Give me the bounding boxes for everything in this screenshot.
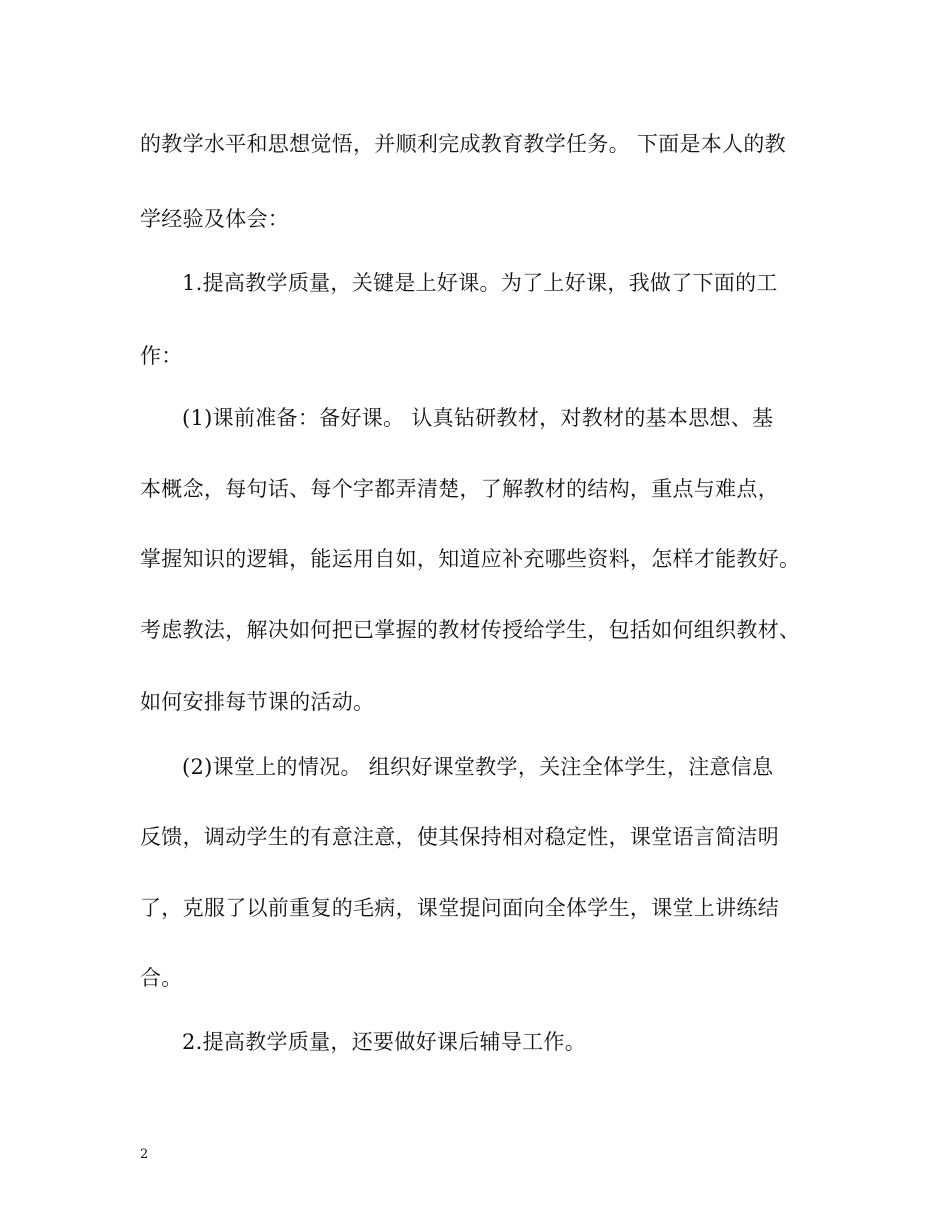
text-line-10: (2)课堂上的情况。 组织好课堂教学，关注全体学生，注意信息 xyxy=(182,755,774,779)
text-line-7: 掌握知识的逻辑，能运用自如，知道应补充哪些资料，怎样才能教好。 xyxy=(140,547,801,571)
text-line-12: 了，克服了以前重复的毛病，课堂提问面向全体学生，课堂上讲练结 xyxy=(140,896,779,920)
text-line-13: 合。 xyxy=(140,966,183,990)
page-number: 2 xyxy=(140,1147,149,1162)
text-line-11: 反馈，调动学生的有意注意，使其保持相对稳定性，课堂语言简洁明 xyxy=(140,825,779,849)
text-line-6: 本概念，每句话、每个字都弄清楚，了解教材的结构，重点与难点， xyxy=(140,477,779,501)
text-line-3: 1.提高教学质量，关键是上好课。为了上好课，我做了下面的工 xyxy=(182,271,778,295)
text-line-1: 的教学水平和思想觉悟，并顺利完成教育教学任务。 下面是本人的教 xyxy=(140,132,786,156)
text-line-8: 考虑教法，解决如何把已掌握的教材传授给学生，包括如何组织教材、 xyxy=(140,618,801,642)
text-line-14: 2.提高教学质量，还要做好课后辅导工作。 xyxy=(182,1030,587,1054)
text-line-5: (1)课前准备：备好课。 认真钻研教材，对教材的基本思想、基 xyxy=(182,406,774,430)
text-line-2: 学经验及体会： xyxy=(140,207,290,231)
text-line-9: 如何安排每节课的活动。 xyxy=(140,690,375,714)
text-line-4: 作： xyxy=(140,344,183,368)
